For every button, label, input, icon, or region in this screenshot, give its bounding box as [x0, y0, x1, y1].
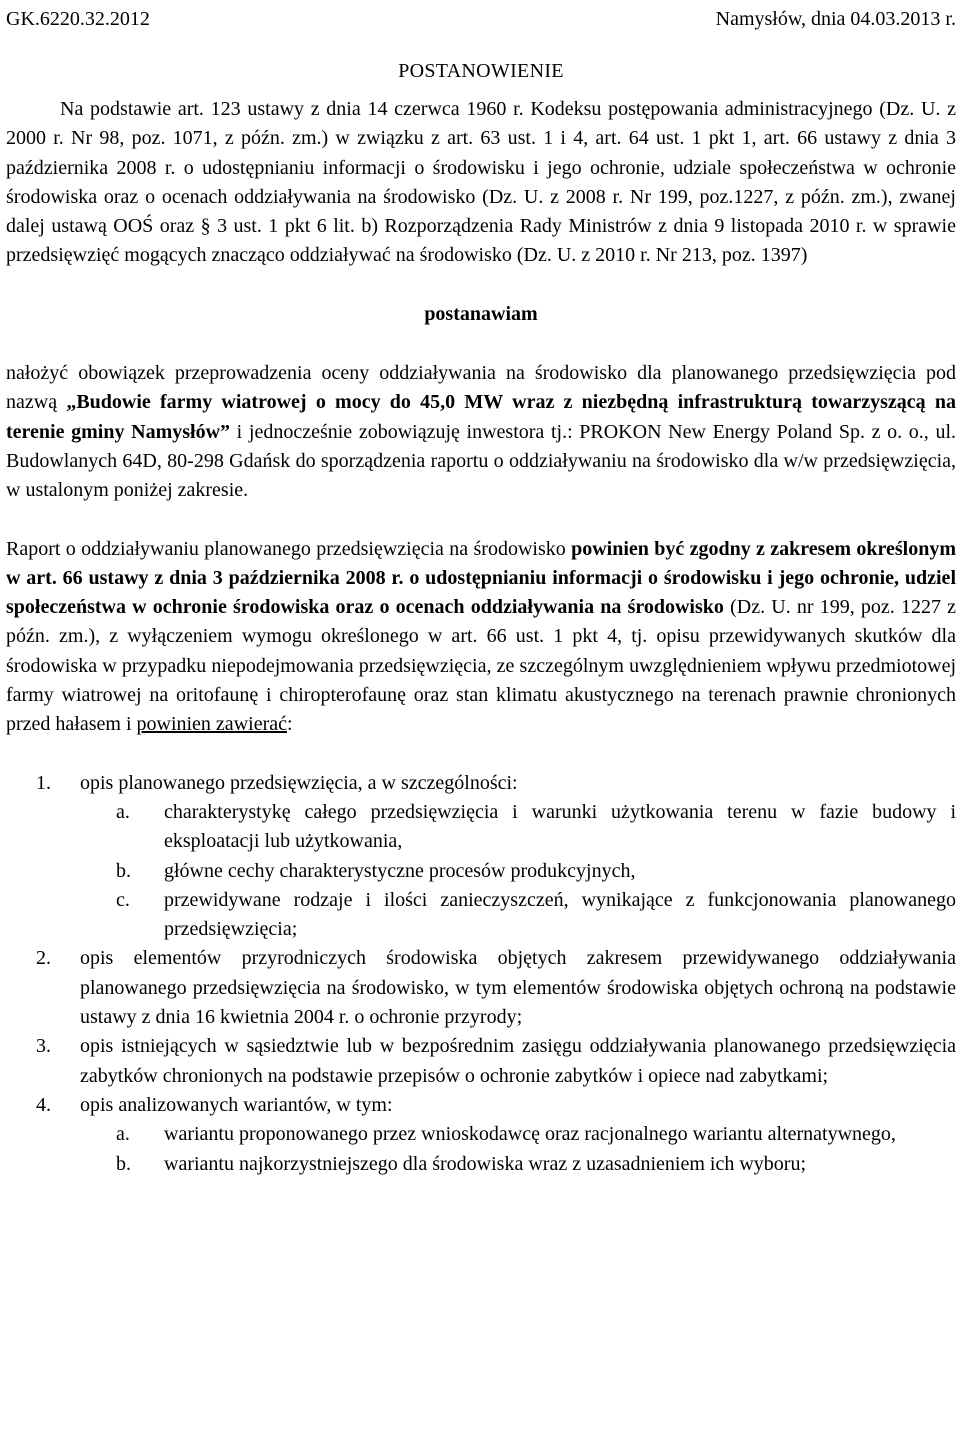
requirements-list: [6, 769, 956, 1179]
list-item-number: 3.: [36, 1035, 51, 1058]
document-page: [6, 0, 956, 1179]
document-title: POSTANOWIENIE: [398, 60, 564, 82]
list-item-number: 2.: [36, 947, 51, 970]
sub-item-text: charakterystykę całego przedsięwzięcia i warunki użytkowania terenu w fazie budowy i eksploatacji lub użytkowania,: [164, 800, 956, 853]
list-item-text: opis istniejących w sąsiedztwie lub w bezpośrednim zasięgu oddziaływania planowanego przedsięwzięcia zabytków chronionych na podstawie przepisów o ochronie zabytków i opiece nad zabytkami;: [80, 1035, 956, 1087]
sub-item-letter: c.: [116, 888, 130, 911]
list-item-body: [80, 1032, 956, 1091]
sub-list-item: [116, 857, 956, 886]
sub-item-letter: b.: [116, 1152, 131, 1175]
list-item-body: [80, 769, 956, 945]
sub-item-letter: a.: [116, 800, 130, 823]
sub-list: [116, 1120, 956, 1179]
decision-text-1: nałożyć obowiązek przeprowadzenia oceny oddziaływania na środowisko dla planowanego przedsięwzięcia pod nazwą: [6, 362, 956, 414]
sub-item-text: wariantu najkorzystniejszego dla środowiska wraz z uzasadnieniem ich wyboru;: [164, 1152, 807, 1175]
sub-item-text: wariantu proponowanego przez wnioskodawcę oraz racjonalnego wariantu alternatywnego,: [164, 1123, 896, 1146]
report-scope-paragraph: [6, 535, 956, 740]
list-item: [6, 1032, 956, 1091]
sub-list-item: [116, 886, 956, 945]
list-item: [6, 944, 956, 1032]
decision-word: postanawiam: [424, 302, 538, 325]
scope-text-2: (Dz. U. nr 199, poz. 1227 z późn. zm.), z wyłączeniem wymogu określonego w art. 66 ust. 1 pkt 4, tj. opisu przewidywanych skutków dla środowiska w przypadku niepodejmowania przedsięwzięcia, ze szczególnym uwzględnieniem wpływu przedmiotowej farmy wiatrowej na oritofaunę i chiropterofaunę oraz stan klimatu akustycznego na terenach prawnie chronionych przed hałasem i: [6, 596, 957, 736]
list-item-number: 4.: [36, 1093, 51, 1116]
legal-basis-paragraph: Na podstawie art. 123 ustawy z dnia 14 czerwca 1960 r. Kodeksu postępowania administracyjnego (Dz. U. z 2000 r. Nr 98, poz. 1071, z późn. zm.) w związku z art. 63 ust. 1 i 4, art. 64 ust. 1 pkt 1, art. 66 ustawy z dnia 3 października 2008 r. o udostępnianiu informacji o środowisku i jego ochronie, udziale społeczeństwa w ochronie środowiska oraz o ocenach oddziaływania na środowisko (Dz. U. z 2008 r. Nr 199, poz.1227, z późn. zm.), zwanej dalej ustawą OOŚ oraz § 3 ust. 1 pkt 6 lit. b) Rozporządzenia Rady Ministrów z dnia 9 listopada 2010 r. w sprawie przedsięwzięć mogących znacząco oddziaływać na środowisko (Dz. U. z 2010 r. Nr 213, poz. 1397): [6, 98, 956, 267]
project-name: „Budowie farmy wiatrowej o mocy do 45,0 MW wraz z niezbędną infrastrukturą towarzyszącą na terenie gminy Namysłów”: [6, 391, 956, 443]
decision-paragraph: [6, 359, 956, 505]
scope-text-1: Raport o oddziaływaniu planowanego przedsięwzięcia na środowisko: [6, 537, 572, 560]
list-item: [6, 769, 956, 945]
list-item-body: [80, 1091, 956, 1179]
scope-underlined: powinien zawierać: [136, 713, 287, 736]
list-item-number: 1.: [36, 771, 51, 794]
scope-bold-requirement: powinien być zgodny z zakresem określonym w art. 66 ustawy z dnia 3 października 2008 r. o udostępnianiu informacji o środowisku i jego ochronie, udziel społeczeństwa w ochronie środowiska oraz o ocenach oddziaływania na środowisko: [6, 537, 956, 619]
sub-item-text: główne cechy charakterystyczne procesów produkcyjnych,: [164, 859, 636, 882]
list-item: [6, 1091, 956, 1179]
list-item-text: opis analizowanych wariantów, w tym:: [80, 1093, 393, 1116]
list-item-body: [80, 944, 956, 1032]
case-reference: GK.6220.32.2012: [6, 8, 150, 30]
sub-list-item: [116, 798, 956, 857]
scope-text-3: :: [286, 713, 293, 736]
sub-item-letter: b.: [116, 859, 131, 882]
sub-list: [116, 798, 956, 944]
document-header: [6, 5, 956, 37]
list-item-text: opis planowanego przedsięwzięcia, a w szczególności:: [80, 771, 518, 794]
place-and-date: Namysłów, dnia 04.03.2013 r.: [715, 8, 956, 30]
sub-list-item: [116, 1150, 956, 1179]
sub-list-item: [116, 1120, 956, 1149]
sub-item-letter: a.: [116, 1123, 130, 1146]
decision-text-2: i jednocześnie zobowiązuję inwestora tj.: PROKON New Energy Poland Sp. z o. o., ul. Budowlanych 64D, 80-298 Gdańsk do sporządzenia raportu o oddziaływaniu na środowisko dla w/w przedsięwzięcia, w ustalonym poniżej zakresie.: [6, 420, 956, 502]
sub-item-text: przewidywane rodzaje i ilości zanieczyszczeń, wynikające z funkcjonowania planowanego przedsięwzięcia;: [164, 888, 956, 941]
list-item-text: opis elementów przyrodniczych środowiska objętych zakresem przewidywanego oddziaływania planowanego przedsięwzięcia na środowisko, w tym elementów środowiska objętych ochroną na podstawie ustawy z dnia 16 kwietnia 2004 r. o ochronie przyrody;: [80, 947, 956, 1029]
